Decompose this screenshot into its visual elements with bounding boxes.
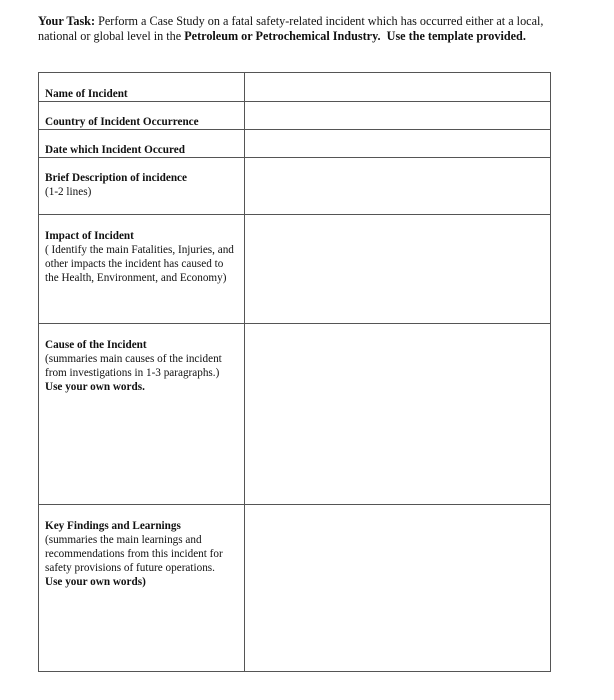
answer-cell-cause[interactable] [245,324,551,505]
row-title-date: Date which Incident Occured [45,144,185,156]
label-cell [39,215,245,324]
table-row [39,102,551,130]
row-title-cause: Cause of the Incident [45,339,147,351]
answer-cell-name-of-incident[interactable] [245,73,551,102]
industry-text: Petroleum or Petrochemical Industry. [184,29,381,43]
label-cell [39,73,245,102]
table-row [39,73,551,102]
label-cell [39,130,245,158]
answer-cell-country[interactable] [245,102,551,130]
row-title-country: Country of Incident Occurrence [45,116,199,128]
case-study-template-table [38,72,551,672]
row-note-key-findings: (summaries the main learnings and recommendations from this incident for safety provisions of future operations. [45,534,223,574]
answer-cell-impact[interactable] [245,215,551,324]
task-label: Your Task: [38,14,96,28]
table-row [39,505,551,672]
answer-cell-date[interactable] [245,130,551,158]
answer-cell-brief-description[interactable] [245,158,551,215]
label-cell [39,505,245,672]
label-cell [39,158,245,215]
template-instruction: Use the template provided. [386,29,526,43]
row-note-brief-description: (1-2 lines) [45,186,92,198]
label-cell [39,324,245,505]
label-cell [39,102,245,130]
row-emphasis-cause: Use your own words. [45,381,145,393]
row-note-cause: (summaries main causes of the incident from investigations in 1-3 paragraphs.) [45,353,222,379]
answer-cell-key-findings[interactable] [245,505,551,672]
row-title-key-findings: Key Findings and Learnings [45,520,181,532]
task-text: Perform a Case Study on a fatal safety-related incident which has occurred either at a local, national or global level in the [38,14,544,43]
row-note-impact: ( Identify the main Fatalities, Injuries, and other impacts the incident has caused to the Health, Environment, and Economy) [45,244,234,284]
row-title-name-of-incident: Name of Incident [45,88,128,100]
table-row [39,130,551,158]
table-row [39,215,551,324]
table-row [39,324,551,505]
row-emphasis-key-findings: Use your own words) [45,576,146,588]
row-title-brief-description: Brief Description of incidence [45,172,187,184]
row-title-impact: Impact of Incident [45,230,134,242]
table-row [39,158,551,215]
task-instructions [38,14,583,44]
